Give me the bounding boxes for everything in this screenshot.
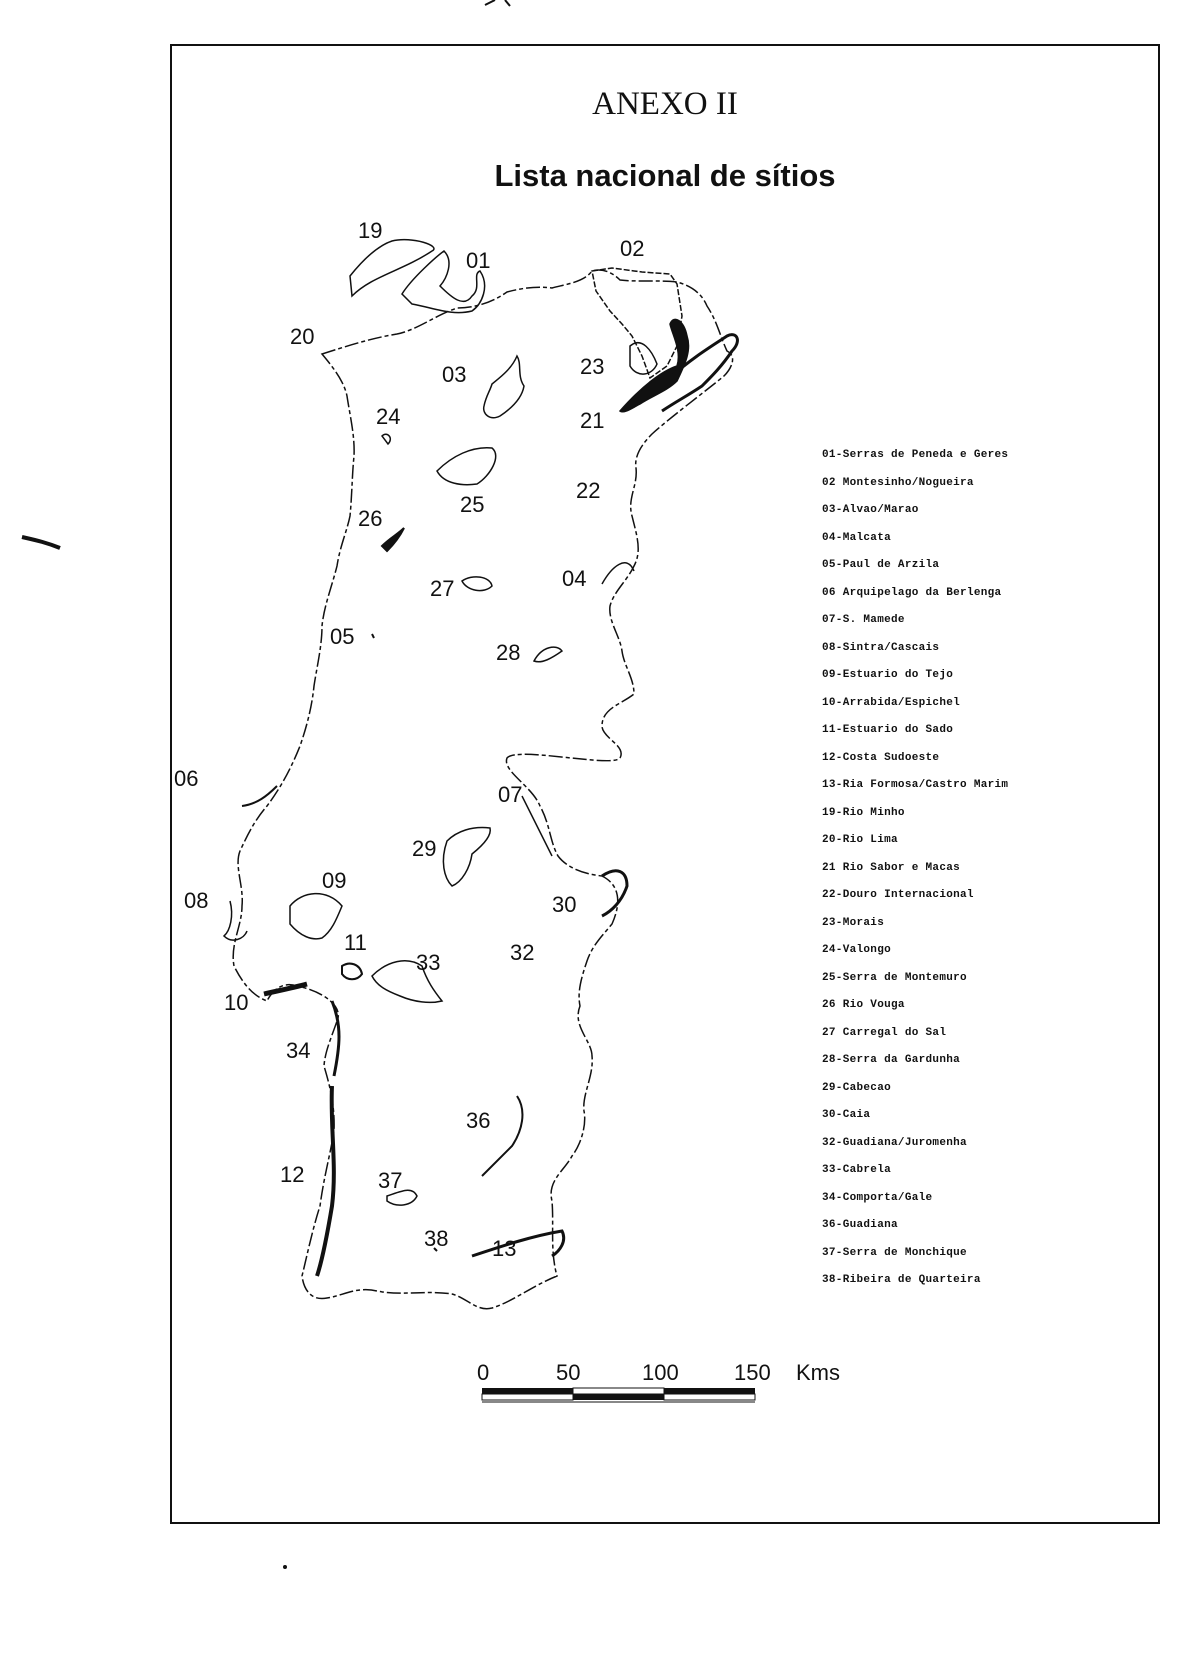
legend-item: 33-Cabrela xyxy=(822,1164,892,1176)
legend-item: 38-Ribeira de Quarteira xyxy=(822,1274,981,1286)
legend-item: 37-Serra de Monchique xyxy=(822,1246,967,1259)
site-shape-12 xyxy=(317,1086,334,1276)
site-label-19: 19 xyxy=(358,218,383,243)
site-label-05: 05 xyxy=(330,624,355,649)
site-shape-11 xyxy=(342,964,362,980)
site-shape-13 xyxy=(472,1231,564,1256)
legend-item: 13-Ria Formosa/Castro Marim xyxy=(822,779,1009,791)
site-label-34: 34 xyxy=(286,1038,311,1063)
site-shape-34 xyxy=(332,1001,339,1076)
site-label-29: 29 xyxy=(412,836,437,861)
site-shape-08 xyxy=(224,901,247,940)
site-label-20: 20 xyxy=(290,324,315,349)
portugal-outline xyxy=(233,270,732,1309)
site-label-12: 12 xyxy=(280,1162,305,1187)
site-label-22: 22 xyxy=(576,478,601,503)
site-legend xyxy=(822,442,1122,1295)
site-label-23: 23 xyxy=(580,354,605,379)
scale-bar xyxy=(477,1360,840,1402)
legend-item: 28-Serra da Gardunha xyxy=(822,1054,961,1066)
site-shape-05 xyxy=(372,634,374,638)
map-title: Lista nacional de sítios xyxy=(494,158,836,193)
site-label-33: 33 xyxy=(416,950,441,975)
site-label-02: 02 xyxy=(620,236,645,261)
legend-item: 23-Morais xyxy=(822,916,885,929)
legend-item: 30-Caia xyxy=(822,1109,871,1121)
legend-item: 21 Rio Sabor e Macas xyxy=(822,861,961,874)
site-shape-19 xyxy=(350,240,434,296)
site-label-01: 01 xyxy=(466,248,491,273)
annex-heading: ANEXO II xyxy=(592,86,738,122)
legend-item: 01-Serras de Peneda e Geres xyxy=(822,449,1009,461)
legend-item: 12-Costa Sudoeste xyxy=(822,751,940,764)
site-label-27: 27 xyxy=(430,576,455,601)
site-label-13: 13 xyxy=(492,1236,517,1261)
scale-tick-150: 150 xyxy=(734,1360,771,1385)
scale-tick-50: 50 xyxy=(556,1360,581,1385)
site-shape-09 xyxy=(290,894,342,939)
map-frame xyxy=(170,44,1160,1524)
site-shape-29 xyxy=(443,828,490,886)
legend-item: 05-Paul de Arzila xyxy=(822,559,940,571)
scale-unit: Kms xyxy=(796,1360,840,1385)
site-label-32: 32 xyxy=(510,940,535,965)
site-label-37: 37 xyxy=(378,1168,403,1193)
site-label-21: 21 xyxy=(580,408,605,433)
legend-item: 27 Carregal do Sal xyxy=(822,1026,947,1039)
legend-item: 34-Comporta/Gale xyxy=(822,1191,933,1204)
site-label-28: 28 xyxy=(496,640,521,665)
legend-item: 06 Arquipelago da Berlenga xyxy=(822,586,1002,599)
site-label-25: 25 xyxy=(460,492,485,517)
site-shape-24 xyxy=(382,434,390,444)
legend-item: 26 Rio Vouga xyxy=(822,999,905,1011)
site-label-26: 26 xyxy=(358,506,383,531)
site-label-06: 06 xyxy=(174,766,199,791)
site-shape-02 xyxy=(592,268,682,378)
site-label-07: 07 xyxy=(498,782,523,807)
site-shape-28 xyxy=(534,647,562,662)
legend-item: 11-Estuario do Sado xyxy=(822,724,954,736)
site-label-09: 09 xyxy=(322,868,347,893)
legend-item: 08-Sintra/Cascais xyxy=(822,641,940,654)
site-label-36: 36 xyxy=(466,1108,491,1133)
site-shape-25 xyxy=(437,448,496,485)
site-label-11: 11 xyxy=(344,930,367,955)
site-shape-06 xyxy=(242,786,277,806)
site-shape-27 xyxy=(462,577,492,591)
site-label-10: 10 xyxy=(224,990,249,1015)
site-label-08: 08 xyxy=(184,888,209,913)
legend-item: 07-S. Mamede xyxy=(822,614,905,626)
legend-item: 22-Douro Internacional xyxy=(822,889,974,901)
legend-item: 09-Estuario do Tejo xyxy=(822,669,954,681)
site-shape-26 xyxy=(382,528,404,551)
site-label-24: 24 xyxy=(376,404,401,429)
scale-tick-100: 100 xyxy=(642,1360,679,1385)
legend-item: 19-Rio Minho xyxy=(822,806,905,819)
site-label-03: 03 xyxy=(442,362,467,387)
legend-item: 32-Guadiana/Juromenha xyxy=(822,1136,967,1149)
site-label-04: 04 xyxy=(562,566,587,591)
legend-item: 02 Montesinho/Nogueira xyxy=(822,476,974,489)
scale-tick-0: 0 xyxy=(477,1360,490,1385)
site-label-38: 38 xyxy=(424,1226,449,1251)
legend-item: 10-Arrabida/Espichel xyxy=(822,696,961,709)
site-label-30: 30 xyxy=(552,892,577,917)
legend-item: 04-Malcata xyxy=(822,531,892,544)
legend-item: 25-Serra de Montemuro xyxy=(822,971,967,984)
legend-item: 24-Valongo xyxy=(822,944,892,956)
site-shape-03 xyxy=(484,356,524,418)
legend-item: 36-Guadiana xyxy=(822,1219,898,1231)
legend-item: 03-Alvao/Marao xyxy=(822,504,919,516)
legend-item: 29-Cabecao xyxy=(822,1081,892,1094)
legend-item: 20-Rio Lima xyxy=(822,834,898,846)
